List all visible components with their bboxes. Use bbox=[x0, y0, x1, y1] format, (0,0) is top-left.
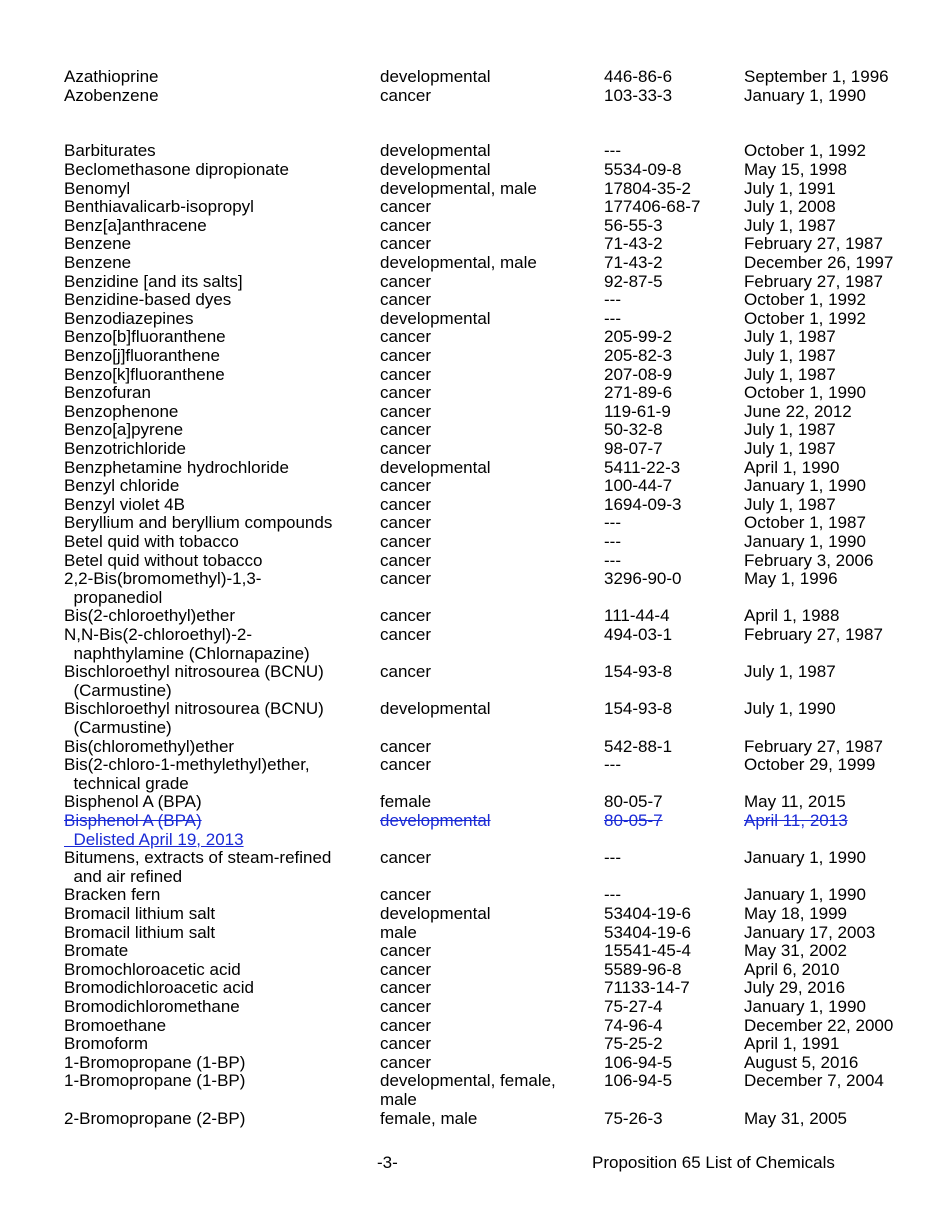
cas-number: 205-99-2 bbox=[604, 327, 673, 347]
date-listed: October 29, 1999 bbox=[744, 755, 876, 775]
chemical-name: Benzofuran bbox=[64, 383, 151, 403]
chemical-name: naphthylamine (Chlornapazine) bbox=[64, 643, 310, 663]
cas-number: 56-55-3 bbox=[604, 215, 663, 235]
chemical-name: Benzo[b]fluoranthene bbox=[64, 327, 226, 347]
table-row bbox=[0, 589, 950, 608]
table-row bbox=[0, 812, 950, 831]
toxicity-type: cancer bbox=[380, 290, 432, 310]
cas-number: 154-93-8 bbox=[604, 662, 673, 682]
date-listed: January 1, 1990 bbox=[744, 476, 866, 496]
table-row bbox=[0, 217, 950, 236]
chemical-name: technical grade bbox=[64, 773, 189, 793]
cas-number: 71-43-2 bbox=[604, 253, 663, 272]
toxicity-type: cancer bbox=[380, 271, 432, 291]
cas-number: 5589-96-8 bbox=[604, 959, 682, 979]
cas-number: 71-43-2 bbox=[604, 234, 663, 254]
date-listed: September 1, 1996 bbox=[744, 67, 889, 86]
cas-number: 177406-68-7 bbox=[604, 197, 701, 217]
toxicity-type: cancer bbox=[380, 1034, 432, 1054]
chemical-name: Azathioprine bbox=[64, 67, 159, 86]
table-row bbox=[0, 700, 950, 719]
table-row bbox=[0, 552, 950, 571]
date-listed: July 1, 1990 bbox=[744, 699, 836, 719]
toxicity-type: female bbox=[380, 792, 432, 812]
cas-number: 271-89-6 bbox=[604, 383, 673, 403]
table-row bbox=[0, 87, 950, 106]
table-row bbox=[0, 1035, 950, 1054]
toxicity-type: cancer bbox=[380, 1052, 432, 1072]
date-listed: January 1, 1990 bbox=[744, 848, 866, 868]
chemical-name: Bis(2-chloroethyl)ether bbox=[64, 606, 236, 626]
chemical-name: Benzo[a]pyrene bbox=[64, 420, 184, 440]
chemical-name: Bisphenol A (BPA) bbox=[64, 811, 202, 830]
toxicity-type: cancer bbox=[380, 662, 432, 682]
chemical-name: Bromodichloroacetic acid bbox=[64, 978, 254, 998]
date-listed: July 1, 1987 bbox=[744, 215, 836, 235]
date-listed: December 22, 2000 bbox=[744, 1015, 894, 1035]
cas-number: --- bbox=[604, 290, 621, 310]
chemical-name: Benzyl violet 4B bbox=[64, 494, 185, 514]
date-listed: January 1, 1990 bbox=[744, 997, 866, 1016]
chemical-name: Bromacil lithium salt bbox=[64, 904, 216, 923]
toxicity-type: male bbox=[380, 1090, 417, 1109]
date-listed: May 11, 2015 bbox=[744, 792, 846, 812]
cas-number: --- bbox=[604, 550, 621, 570]
chemical-name: Benomyl bbox=[64, 178, 131, 198]
table-row bbox=[0, 1017, 950, 1036]
chemical-name: Bromoform bbox=[64, 1034, 149, 1054]
date-listed: January 1, 1990 bbox=[744, 532, 866, 551]
toxicity-type: cancer bbox=[380, 625, 432, 644]
chemical-name: Benzo[k]fluoranthene bbox=[64, 364, 225, 384]
toxicity-type: cancer bbox=[380, 959, 432, 979]
table-row bbox=[0, 775, 950, 794]
chemical-name: 2,2-Bis(bromomethyl)-1,3- bbox=[64, 569, 262, 589]
table-row bbox=[0, 682, 950, 701]
table-row bbox=[0, 328, 950, 347]
cas-number: 15541-45-4 bbox=[604, 941, 691, 961]
chemical-name: N,N-Bis(2-chloroethyl)-2- bbox=[64, 625, 252, 644]
chemical-name: 2-Bromopropane (2-BP) bbox=[64, 1108, 246, 1128]
date-listed: February 27, 1987 bbox=[744, 625, 883, 644]
chemical-name: Bromate bbox=[64, 941, 129, 961]
toxicity-type: cancer bbox=[380, 997, 432, 1016]
table-row bbox=[0, 1110, 950, 1129]
cas-number: 103-33-3 bbox=[604, 85, 673, 105]
row-spacer bbox=[0, 124, 950, 143]
chemical-name: Betel quid with tobacco bbox=[64, 532, 239, 551]
date-listed: August 5, 2016 bbox=[744, 1052, 859, 1072]
toxicity-type: developmental bbox=[380, 141, 491, 161]
chemical-name: Bromoethane bbox=[64, 1015, 167, 1035]
chemical-name: Bisphenol A (BPA) bbox=[64, 792, 202, 812]
date-listed: February 27, 1987 bbox=[744, 736, 883, 756]
toxicity-type: cancer bbox=[380, 1015, 432, 1035]
date-listed: July 1, 1987 bbox=[744, 420, 836, 440]
table-row bbox=[0, 514, 950, 533]
chemical-name: Benz[a]anthracene bbox=[64, 215, 207, 235]
table-row bbox=[0, 347, 950, 366]
chemical-name: Beclomethasone dipropionate bbox=[64, 160, 289, 179]
footer-title: Proposition 65 List of Chemicals bbox=[592, 1153, 835, 1172]
cas-number: --- bbox=[604, 885, 621, 905]
date-listed: June 22, 2012 bbox=[744, 401, 852, 421]
date-listed: April 11, 2013 bbox=[744, 811, 848, 830]
table-row bbox=[0, 366, 950, 385]
cas-number: 106-94-5 bbox=[604, 1071, 673, 1091]
date-listed: December 7, 2004 bbox=[744, 1071, 884, 1091]
toxicity-type: male bbox=[380, 922, 417, 942]
table-row bbox=[0, 142, 950, 161]
table-row bbox=[0, 924, 950, 943]
cas-number: 542-88-1 bbox=[604, 736, 673, 756]
table-row bbox=[0, 849, 950, 868]
chemical-name: Bromacil lithium salt bbox=[64, 922, 216, 942]
table-row bbox=[0, 310, 950, 329]
chemical-name: Benzene bbox=[64, 253, 132, 272]
toxicity-type: cancer bbox=[380, 364, 432, 384]
date-listed: July 1, 2008 bbox=[744, 197, 836, 217]
date-listed: May 31, 2002 bbox=[744, 941, 848, 961]
table-row bbox=[0, 291, 950, 310]
table-row bbox=[0, 198, 950, 217]
date-listed: May 31, 2005 bbox=[744, 1108, 848, 1128]
cas-number: 207-08-9 bbox=[604, 364, 673, 384]
date-listed: February 27, 1987 bbox=[744, 234, 883, 254]
chemical-name: Barbiturates bbox=[64, 141, 156, 161]
table-row bbox=[0, 180, 950, 199]
toxicity-type: developmental bbox=[380, 67, 491, 86]
cas-number: 80-05-7 bbox=[604, 811, 663, 830]
date-listed: July 1, 1987 bbox=[744, 439, 836, 458]
chemical-name: Bromochloroacetic acid bbox=[64, 959, 241, 979]
cas-number: 1694-09-3 bbox=[604, 494, 682, 514]
date-listed: October 1, 1990 bbox=[744, 383, 866, 403]
toxicity-type: cancer bbox=[380, 755, 432, 775]
cas-number: 53404-19-6 bbox=[604, 904, 691, 923]
toxicity-type: cancer bbox=[380, 885, 432, 905]
chemical-name: Bromodichloromethane bbox=[64, 997, 240, 1016]
chemical-name: (Carmustine) bbox=[64, 680, 172, 700]
table-row bbox=[0, 645, 950, 664]
table-row bbox=[0, 886, 950, 905]
chemical-name: Azobenzene bbox=[64, 85, 159, 105]
date-listed: October 1, 1987 bbox=[744, 513, 866, 533]
chemical-name: Benzotrichloride bbox=[64, 439, 186, 458]
chemical-name: 1-Bromopropane (1-BP) bbox=[64, 1052, 246, 1072]
chemical-name: and air refined bbox=[64, 866, 183, 886]
toxicity-type: cancer bbox=[380, 85, 432, 105]
date-listed: July 1, 1987 bbox=[744, 346, 836, 365]
table-row bbox=[0, 868, 950, 887]
toxicity-type: cancer bbox=[380, 401, 432, 421]
date-listed: October 1, 1992 bbox=[744, 290, 866, 310]
cas-number: 75-27-4 bbox=[604, 997, 663, 1016]
cas-number: --- bbox=[604, 532, 621, 551]
date-listed: January 17, 2003 bbox=[744, 922, 876, 942]
chemical-name: Benzo[j]fluoranthene bbox=[64, 346, 220, 365]
table-row bbox=[0, 254, 950, 273]
toxicity-type: developmental, male bbox=[380, 178, 537, 198]
cas-number: --- bbox=[604, 848, 621, 868]
table-row bbox=[0, 68, 950, 87]
table-row bbox=[0, 496, 950, 515]
date-listed: October 1, 1992 bbox=[744, 141, 866, 161]
chemical-name: Bischloroethyl nitrosourea (BCNU) bbox=[64, 699, 324, 719]
toxicity-type: cancer bbox=[380, 346, 432, 365]
toxicity-type: cancer bbox=[380, 513, 432, 533]
cas-number: 3296-90-0 bbox=[604, 569, 682, 589]
chemical-name: Beryllium and beryllium compounds bbox=[64, 513, 333, 533]
chemical-name: Bitumens, extracts of steam-refined bbox=[64, 848, 332, 868]
toxicity-type: cancer bbox=[380, 439, 432, 458]
chemical-name: Benzphetamine hydrochloride bbox=[64, 457, 289, 477]
toxicity-type: cancer bbox=[380, 848, 432, 868]
cas-number: --- bbox=[604, 513, 621, 533]
toxicity-type: cancer bbox=[380, 383, 432, 403]
table-row bbox=[0, 961, 950, 980]
table-row bbox=[0, 477, 950, 496]
toxicity-type: cancer bbox=[380, 532, 432, 551]
page-number: -3- bbox=[377, 1153, 398, 1172]
date-listed: December 26, 1997 bbox=[744, 253, 894, 272]
cas-number: 119-61-9 bbox=[604, 401, 671, 421]
toxicity-type: developmental, female, bbox=[380, 1071, 556, 1091]
date-listed: May 18, 1999 bbox=[744, 904, 848, 923]
toxicity-type: cancer bbox=[380, 234, 432, 254]
table-row bbox=[0, 570, 950, 589]
table-row bbox=[0, 663, 950, 682]
table-row bbox=[0, 942, 950, 961]
toxicity-type: cancer bbox=[380, 197, 432, 217]
chemical-name: Benzidine [and its salts] bbox=[64, 271, 243, 291]
date-listed: July 1, 1987 bbox=[744, 327, 836, 347]
table-row bbox=[0, 626, 950, 645]
date-listed: July 1, 1987 bbox=[744, 364, 836, 384]
chemical-name: Bracken fern bbox=[64, 885, 161, 905]
toxicity-type: developmental bbox=[380, 308, 491, 328]
table-row bbox=[0, 998, 950, 1017]
cas-number: 446-86-6 bbox=[604, 67, 673, 86]
cas-number: --- bbox=[604, 755, 621, 775]
toxicity-type: developmental bbox=[380, 457, 491, 477]
cas-number: 100-44-7 bbox=[604, 476, 673, 496]
toxicity-type: cancer bbox=[380, 215, 432, 235]
date-listed: July 1, 1987 bbox=[744, 662, 836, 682]
cas-number: 98-07-7 bbox=[604, 439, 663, 458]
date-listed: April 1, 1990 bbox=[744, 457, 840, 477]
cas-number: 80-05-7 bbox=[604, 792, 663, 812]
chemical-name: Benzene bbox=[64, 234, 132, 254]
cas-number: 106-94-5 bbox=[604, 1052, 673, 1072]
cas-number: 75-25-2 bbox=[604, 1034, 663, 1054]
chemical-name: propanediol bbox=[64, 587, 163, 607]
row-spacer bbox=[0, 105, 950, 124]
table-row bbox=[0, 235, 950, 254]
chemical-name: 1-Bromopropane (1-BP) bbox=[64, 1071, 246, 1091]
cas-number: 5534-09-8 bbox=[604, 160, 682, 179]
chemical-name: Bischloroethyl nitrosourea (BCNU) bbox=[64, 662, 324, 682]
cas-number: 92-87-5 bbox=[604, 271, 663, 291]
table-row bbox=[0, 459, 950, 478]
chemical-name: Benzyl chloride bbox=[64, 476, 180, 496]
toxicity-type: cancer bbox=[380, 606, 432, 626]
toxicity-type: cancer bbox=[380, 327, 432, 347]
table-row bbox=[0, 756, 950, 775]
toxicity-type: cancer bbox=[380, 736, 432, 756]
cas-number: 154-93-8 bbox=[604, 699, 673, 719]
table-row bbox=[0, 905, 950, 924]
cas-number: 75-26-3 bbox=[604, 1108, 663, 1128]
date-listed: July 1, 1991 bbox=[744, 178, 836, 198]
cas-number: 17804-35-2 bbox=[604, 178, 691, 198]
date-listed: May 15, 1998 bbox=[744, 160, 848, 179]
toxicity-type: developmental bbox=[380, 699, 491, 719]
toxicity-type: developmental bbox=[380, 904, 491, 923]
chemical-name: Benzidine-based dyes bbox=[64, 290, 232, 310]
cas-number: 111-44-4 bbox=[604, 606, 670, 626]
toxicity-type: cancer bbox=[380, 420, 432, 440]
table-row bbox=[0, 793, 950, 812]
chemical-name: Benzophenone bbox=[64, 401, 179, 421]
date-listed: January 1, 1990 bbox=[744, 85, 866, 105]
cas-number: 494-03-1 bbox=[604, 625, 673, 644]
toxicity-type: developmental bbox=[380, 811, 491, 830]
toxicity-type: developmental, male bbox=[380, 253, 537, 272]
table-row bbox=[0, 384, 950, 403]
table-row bbox=[0, 831, 950, 850]
toxicity-type: cancer bbox=[380, 569, 432, 589]
cas-number: 53404-19-6 bbox=[604, 922, 691, 942]
chemical-name: Betel quid without tobacco bbox=[64, 550, 263, 570]
toxicity-type: female, male bbox=[380, 1108, 478, 1128]
toxicity-type: cancer bbox=[380, 941, 432, 961]
date-listed: October 1, 1992 bbox=[744, 308, 866, 328]
toxicity-type: cancer bbox=[380, 978, 432, 998]
date-listed: February 27, 1987 bbox=[744, 271, 883, 291]
chemical-name: Benzodiazepines bbox=[64, 308, 194, 328]
cas-number: --- bbox=[604, 308, 621, 328]
table-row bbox=[0, 607, 950, 626]
cas-number: 205-82-3 bbox=[604, 346, 673, 365]
date-listed: April 6, 2010 bbox=[744, 959, 840, 979]
date-listed: April 1, 1988 bbox=[744, 606, 840, 626]
date-listed: May 1, 1996 bbox=[744, 569, 838, 589]
cas-number: 74-96-4 bbox=[604, 1015, 663, 1035]
table-row bbox=[0, 738, 950, 757]
date-listed: April 1, 1991 bbox=[744, 1034, 840, 1054]
table-row bbox=[0, 421, 950, 440]
table-row bbox=[0, 719, 950, 738]
chemical-name: Bis(2-chloro-1-methylethyl)ether, bbox=[64, 755, 310, 775]
cas-number: --- bbox=[604, 141, 621, 161]
toxicity-type: cancer bbox=[380, 550, 432, 570]
table-row bbox=[0, 979, 950, 998]
date-listed: July 29, 2016 bbox=[744, 978, 846, 998]
table-row bbox=[0, 403, 950, 422]
table-row bbox=[0, 533, 950, 552]
chemical-name: Bis(chloromethyl)ether bbox=[64, 736, 235, 756]
date-listed: January 1, 1990 bbox=[744, 885, 866, 905]
cas-number: 5411-22-3 bbox=[604, 457, 681, 477]
date-listed: July 1, 1987 bbox=[744, 494, 836, 514]
table-row bbox=[0, 1072, 950, 1091]
table-row bbox=[0, 273, 950, 292]
table-row bbox=[0, 1091, 950, 1110]
table-row bbox=[0, 161, 950, 180]
chemical-name: Benthiavalicarb-isopropyl bbox=[64, 197, 254, 217]
table-row bbox=[0, 1054, 950, 1073]
cas-number: 50-32-8 bbox=[604, 420, 663, 440]
toxicity-type: cancer bbox=[380, 476, 432, 496]
delisted-note[interactable]: Delisted April 19, 2013 bbox=[64, 829, 244, 849]
toxicity-type: developmental bbox=[380, 160, 491, 179]
chemical-name: (Carmustine) bbox=[64, 718, 172, 737]
cas-number: 71133-14-7 bbox=[604, 978, 690, 998]
toxicity-type: cancer bbox=[380, 494, 432, 514]
table-row bbox=[0, 440, 950, 459]
date-listed: February 3, 2006 bbox=[744, 550, 874, 570]
